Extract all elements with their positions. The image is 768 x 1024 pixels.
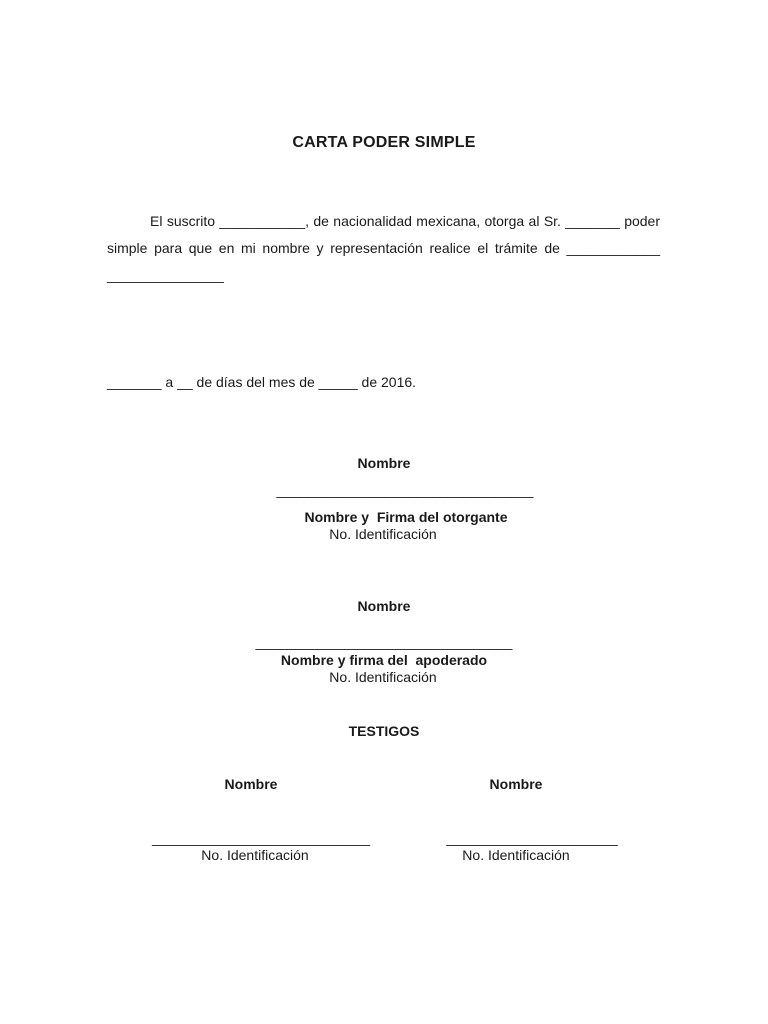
testigos-heading: TESTIGOS bbox=[348, 723, 420, 739]
document-title: CARTA PODER SIMPLE bbox=[292, 134, 476, 151]
witness-2-signature-line: ______________________ bbox=[446, 830, 618, 846]
witness-1-id-label: No. Identificación bbox=[201, 847, 309, 863]
apoderado-id-label: No. Identificación bbox=[329, 669, 437, 685]
otorgante-signature-line: _________________________________ bbox=[276, 482, 534, 498]
apoderado-signature-caption: Nombre y firma del apoderado bbox=[280, 652, 488, 668]
witness-2-id-label: No. Identificación bbox=[462, 847, 570, 863]
apoderado-name-label: Nombre bbox=[357, 598, 411, 614]
otorgante-name-label: Nombre bbox=[357, 455, 411, 471]
witness-1-signature-line: ____________________________ bbox=[151, 830, 370, 846]
apoderado-signature-line: _________________________________ bbox=[255, 634, 513, 650]
otorgante-signature-caption: Nombre y Firma del otorgante bbox=[304, 509, 508, 525]
date-line: _______ a __ de días del mes de _____ de 2016. bbox=[107, 374, 417, 390]
witness-1-name-label: Nombre bbox=[224, 776, 278, 792]
body-paragraph: El suscrito ___________, de nacionalidad mexicana, otorga al Sr. _______ poder simple para que en mi nombre y representación realice el trámite de ____________ _______________ bbox=[107, 213, 660, 283]
witness-2-name-label: Nombre bbox=[489, 776, 543, 792]
otorgante-id-label: No. Identificación bbox=[329, 526, 437, 542]
